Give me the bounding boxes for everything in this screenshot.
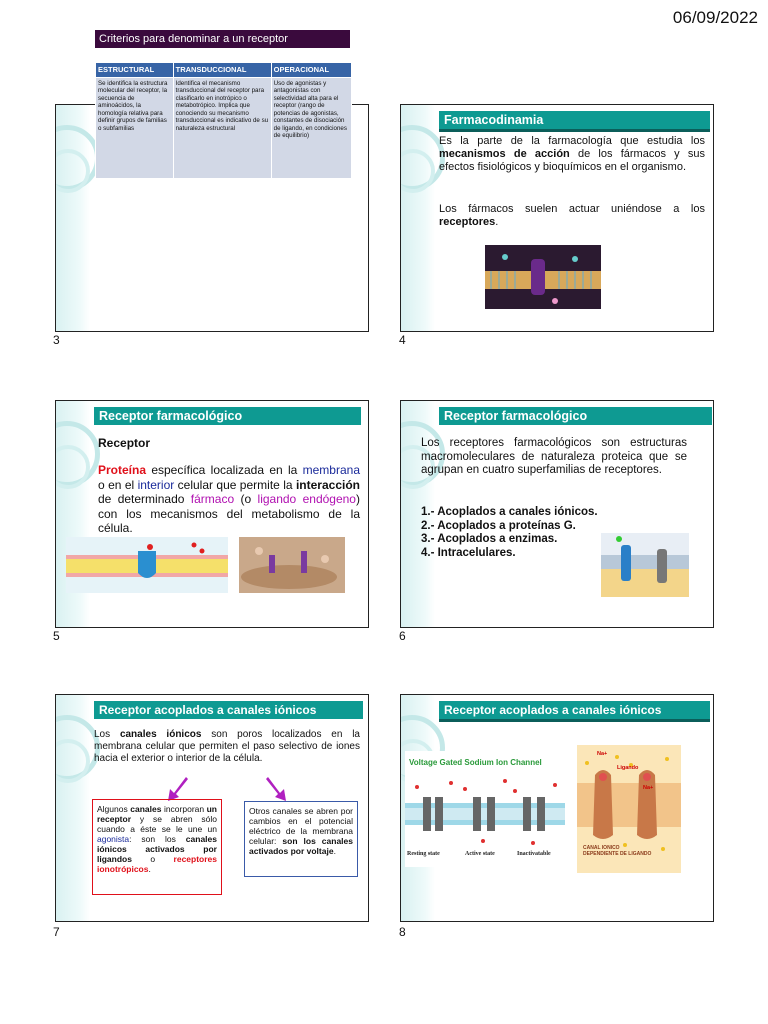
- list-item: 2.- Acoplados a proteínas G.: [421, 519, 576, 532]
- voltage-channels-box: Otros canales se abren por cambios en el potencial eléctrico de la membrana celular: son los canales activados por voltaje.: [244, 801, 358, 877]
- slide-number-8: 8: [399, 925, 406, 939]
- state-inactivatable: Inactivatable: [517, 851, 551, 857]
- slide-8: [400, 694, 714, 922]
- slide-6-title: Receptor farmacológico: [439, 407, 712, 425]
- list-item: 4.- Intracelulares.: [421, 546, 516, 559]
- slide-7-paragraph: Los canales iónicos son poros localizados en la membrana celular que permiten el paso selectivo de iones hacia el exterior o interior de la célula.: [94, 729, 360, 764]
- swirl-decoration: [56, 401, 90, 627]
- print-date: 06/09/2022: [672, 8, 758, 27]
- swirl-decoration: [56, 105, 90, 331]
- slide-4-paragraph-2: Los fármacos suelen actuar uniéndose a los receptores.: [439, 203, 705, 228]
- state-resting: Resting state: [407, 851, 440, 857]
- membrane-receptor-image: [485, 245, 601, 309]
- cell-operational: Uso de agonistas y antagonistas con selectividad alta para el receptor (rango de potencias de agonistas, constantes de disociación de ligando, en condiciones de equilibrio): [271, 77, 351, 178]
- list-item: 1.- Acoplados a canales iónicos.: [421, 506, 598, 518]
- cell-structural: Se identifica la estructura molecular del receptor, la secuencia de aminoácidos, la homología relativa para definir grupos de familias o subfamilias: [96, 77, 174, 178]
- ligand-channel-caption: CANAL IÓNICO DEPENDIENTE DE LIGANDO: [583, 845, 652, 857]
- label-na-2: Na+: [643, 785, 654, 791]
- slide-7-title: Receptor acoplados a canales iónicos: [94, 701, 363, 719]
- voltage-gated-channel-diagram: [405, 751, 565, 867]
- list-item: 3.- Acoplados a enzimas.: [421, 533, 558, 545]
- swirl-decoration: [56, 695, 90, 921]
- slide-number-3: 3: [53, 333, 60, 347]
- slide-5-title: Receptor farmacológico: [94, 407, 361, 425]
- slide-4-paragraph-1: Es la parte de la farmacología que estudia los mecanismos de acción de los fármacos y sus efectos fisiológicos y bioquímicos en el organismo.: [439, 135, 705, 173]
- slide-8-title: Receptor acoplados a canales iónicos: [439, 701, 710, 722]
- slide-6: [400, 400, 714, 628]
- diagram-title: Voltage Gated Sodium Ion Channel: [409, 758, 542, 767]
- superfamily-list: [421, 506, 621, 560]
- label-na-1: Na+: [597, 751, 608, 757]
- header-structural: ESTRUCTURAL: [96, 63, 174, 78]
- header-transductional: TRANSDUCCIONAL: [173, 63, 271, 78]
- slide-7: [55, 694, 369, 922]
- slide-4-title: Farmacodinamia: [439, 111, 710, 132]
- swirl-decoration: [401, 105, 435, 331]
- criteria-table: [95, 62, 352, 179]
- cell-surface-image: [239, 537, 345, 593]
- ligand-channels-box: Algunos canales incorporan un receptor y se abren sólo cuando a éste se le une un agonista: son los canales iónicos activados por ligandos o receptores ionotrópicos.: [92, 799, 222, 895]
- slide-4: [400, 104, 714, 332]
- label-ligand: Ligando: [617, 765, 639, 771]
- receptor-types-diagram: [601, 533, 689, 597]
- cell-transductional: Identifica el mecanismo transduccional del receptor para clasificarlo en inotrópico o metabotrópico. Implica que conociendo su mecanismo transduccional es indicativo de su naturaleza estructural: [173, 77, 271, 178]
- slide-number-4: 4: [399, 333, 406, 347]
- slide-number-5: 5: [53, 629, 60, 643]
- state-active: Active state: [465, 851, 495, 857]
- receptor-heading: Receptor: [98, 436, 151, 450]
- header-operational: OPERACIONAL: [271, 63, 351, 78]
- arrow-right-icon: [264, 775, 290, 803]
- slide-6-intro: Los receptores farmacológicos son estructuras macromoleculares de naturaleza proteica que se agrupan en cuatro superfamilias de receptores.: [421, 437, 687, 476]
- ligand-gated-channel-diagram: [577, 745, 681, 873]
- slide-number-7: 7: [53, 925, 60, 939]
- receptor-definition: Proteína específica localizada en la membrana o en el interior celular que permite la interacción de determinado fármaco (o ligando endógeno) con los mecanismos del metabolismo de la célula.: [98, 463, 360, 535]
- membrane-receptor-diagram: [66, 537, 228, 593]
- criteria-title: Criterios para denominar a un receptor: [95, 30, 350, 48]
- slide-number-6: 6: [399, 629, 406, 643]
- slide-5: [55, 400, 369, 628]
